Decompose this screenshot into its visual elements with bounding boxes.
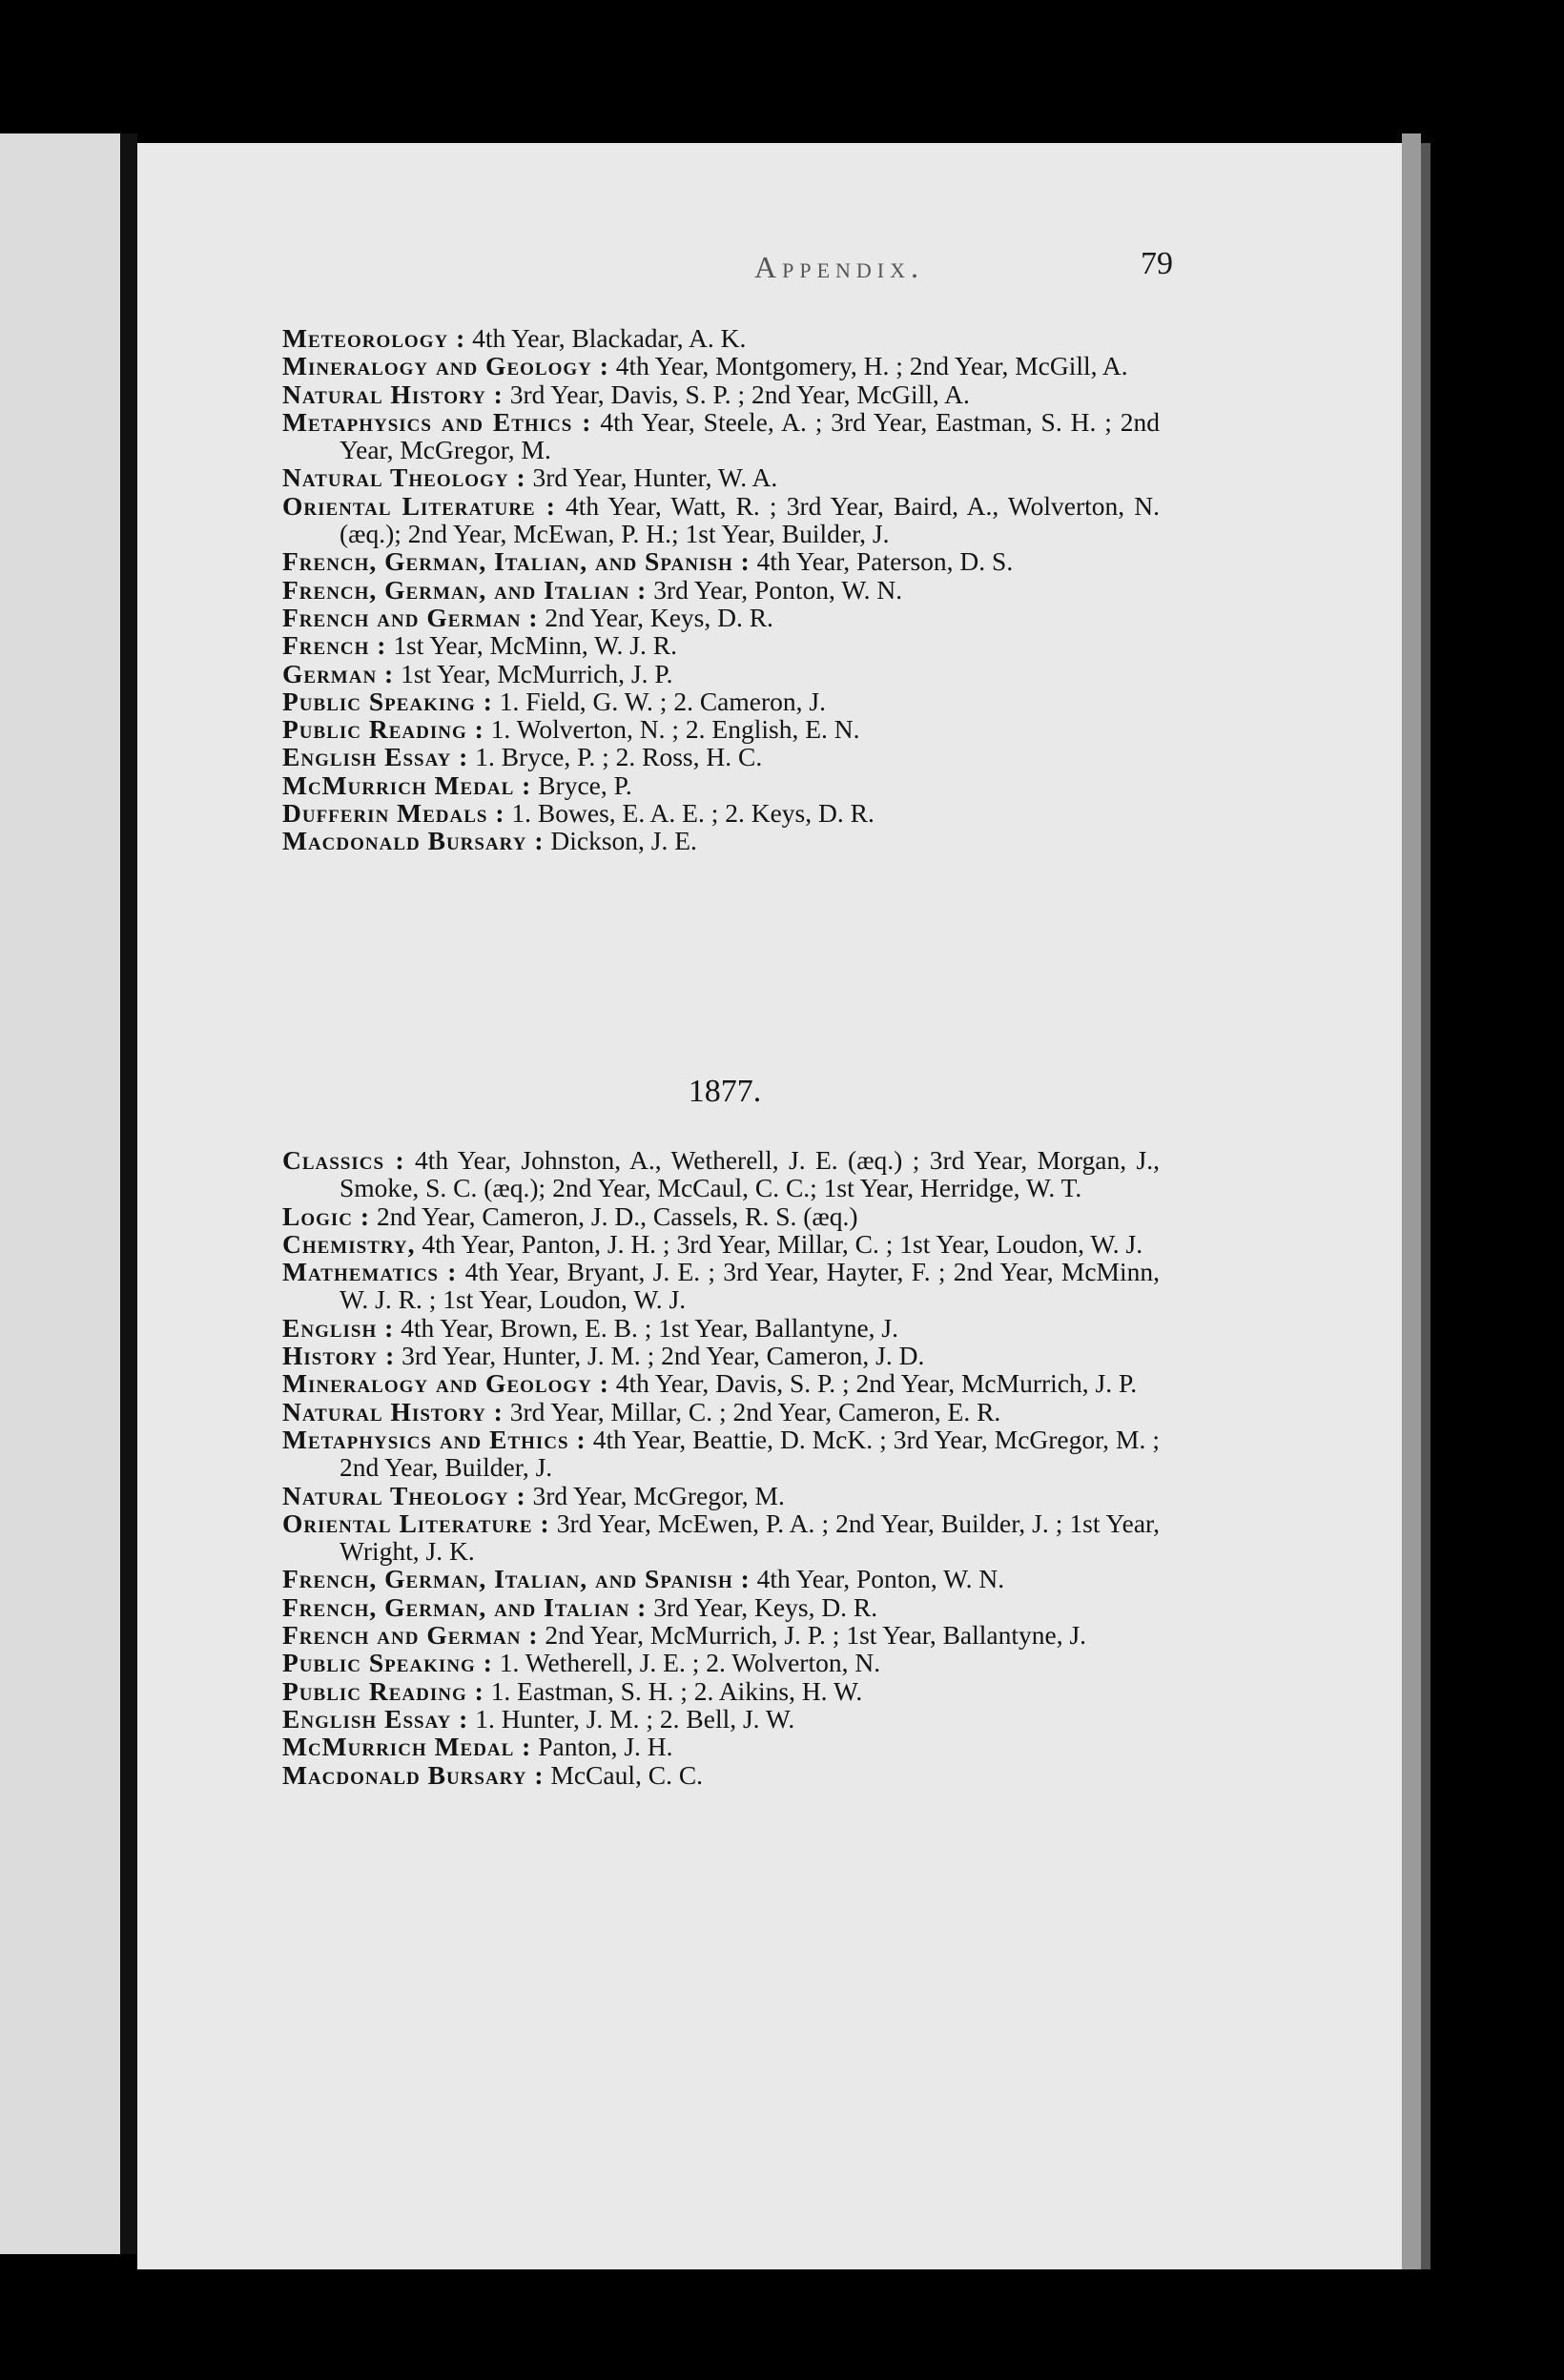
award-recipients: 2nd Year, Keys, D. R. <box>545 602 773 632</box>
award-entry <box>282 1621 1160 1649</box>
award-entry <box>282 1342 1160 1369</box>
award-entry <box>282 1761 1160 1789</box>
subject-name: Meteorology : <box>282 323 466 353</box>
award-recipients: 3rd Year, McEwen, P. A. ; 2nd Year, Builder, J. ; 1st Year, Wright, J. K. <box>340 1508 1160 1567</box>
award-recipients: 1. Bowes, E. A. E. ; 2. Keys, D. R. <box>511 798 875 829</box>
award-entry <box>282 1314 1160 1342</box>
subject-name: Oriental Literature : <box>282 1508 550 1538</box>
award-entry <box>282 1146 1160 1202</box>
subject-name: Dufferin Medals : <box>282 798 505 829</box>
award-recipients: 1. Hunter, J. M. ; 2. Bell, J. W. <box>475 1703 795 1734</box>
award-entry <box>282 547 1160 575</box>
subject-name: Natural History : <box>282 379 504 409</box>
subject-name: Mathematics : <box>282 1257 458 1287</box>
subject-name: McMurrich Medal : <box>282 769 532 800</box>
award-entry <box>282 743 1160 770</box>
award-recipients: Bryce, P. <box>538 769 632 800</box>
award-recipients: 4th Year, Brown, E. B. ; 1st Year, Ballantyne, J. <box>401 1312 898 1343</box>
subject-name: Natural History : <box>282 1396 504 1426</box>
award-recipients: 3rd Year, Millar, C. ; 2nd Year, Cameron, E. R. <box>509 1396 1001 1426</box>
awards-list-1877 <box>282 1146 1160 1789</box>
award-entry <box>282 1593 1160 1621</box>
award-recipients: 2nd Year, McMurrich, J. P. ; 1st Year, Ballantyne, J. <box>545 1620 1087 1651</box>
award-recipients: 4th Year, Beattie, D. McK. ; 3rd Year, McGregor, M. ; 2nd Year, Builder, J. <box>340 1424 1160 1483</box>
subject-name: French, German, and Italian : <box>282 574 648 605</box>
award-recipients: 1. Eastman, S. H. ; 2. Aikins, H. W. <box>490 1675 863 1706</box>
award-recipients: 1. Wolverton, N. ; 2. English, E. N. <box>490 714 860 745</box>
book-gutter <box>120 133 137 2254</box>
subject-name: Natural Theology : <box>282 462 526 493</box>
award-entry <box>282 352 1160 380</box>
award-recipients: 3rd Year, McGregor, M. <box>532 1480 785 1510</box>
award-entry <box>282 1398 1160 1426</box>
award-entry <box>282 1230 1160 1258</box>
award-recipients: Panton, J. H. <box>538 1732 673 1762</box>
award-recipients: 3rd Year, Davis, S. P. ; 2nd Year, McGill, A. <box>509 379 970 409</box>
subject-name: Mineralogy and Geology : <box>282 351 609 381</box>
award-recipients: 4th Year, Blackadar, A. K. <box>472 323 747 353</box>
award-recipients: 3rd Year, Keys, D. R. <box>653 1591 878 1622</box>
award-entry <box>282 324 1160 352</box>
subject-name: Public Reading : <box>282 1675 484 1706</box>
award-entry <box>282 604 1160 631</box>
subject-name: Macdonald Bursary : <box>282 826 545 856</box>
award-entry <box>282 1202 1160 1230</box>
award-entry <box>282 380 1160 408</box>
award-recipients: 2nd Year, Cameron, J. D., Cassels, R. S. (æq.) <box>376 1200 858 1231</box>
award-entry <box>282 576 1160 604</box>
award-recipients: 4th Year, Ponton, W. N. <box>756 1564 1005 1594</box>
subject-name: Classics : <box>282 1145 405 1175</box>
award-recipients: 1. Wetherell, J. E. ; 2. Wolverton, N. <box>499 1648 881 1678</box>
award-entry <box>282 1482 1160 1509</box>
award-recipients: 4th Year, Montgomery, H. ; 2nd Year, McGill, A. <box>615 351 1128 381</box>
award-entry <box>282 1509 1160 1566</box>
award-recipients: 4th Year, Paterson, D. S. <box>756 546 1014 577</box>
award-entry <box>282 715 1160 743</box>
award-recipients: 3rd Year, Hunter, J. M. ; 2nd Year, Cameron, J. D. <box>401 1341 925 1371</box>
page-edge-right <box>1402 133 1421 2269</box>
subject-name: McMurrich Medal : <box>282 1732 532 1762</box>
subject-name: Macdonald Bursary : <box>282 1759 545 1790</box>
subject-name: History : <box>282 1341 396 1371</box>
subject-name: English Essay : <box>282 742 469 772</box>
award-recipients: 3rd Year, Hunter, W. A. <box>532 462 778 493</box>
subject-name: Chemistry, <box>282 1228 416 1259</box>
subject-name: Oriental Literature : <box>282 490 556 521</box>
award-recipients: 4th Year, Watt, R. ; 3rd Year, Baird, A., Wolverton, N. (æq.); 2nd Year, McEwan, P. H.; 1st Year, Builder, J. <box>340 490 1160 549</box>
subject-name: Mineralogy and Geology : <box>282 1368 609 1399</box>
award-recipients: McCaul, C. C. <box>550 1759 704 1790</box>
awards-list-continued <box>282 324 1160 855</box>
award-entry <box>282 1649 1160 1676</box>
subject-name: Public Reading : <box>282 714 484 745</box>
subject-name: French, German, and Italian : <box>282 1591 648 1622</box>
subject-name: English Essay : <box>282 1703 469 1734</box>
subject-name: German : <box>282 658 395 688</box>
year-heading: 1877. <box>688 1074 762 1109</box>
subject-name: French and German : <box>282 602 539 632</box>
award-entry <box>282 687 1160 715</box>
award-recipients: 1. Field, G. W. ; 2. Cameron, J. <box>499 686 826 716</box>
award-recipients: 3rd Year, Ponton, W. N. <box>653 574 903 605</box>
award-recipients: 4th Year, Panton, J. H. ; 3rd Year, Millar, C. ; 1st Year, Loudon, W. J. <box>422 1228 1143 1259</box>
award-entry <box>282 1733 1160 1760</box>
award-recipients: 4th Year, Bryant, J. E. ; 3rd Year, Hayter, F. ; 2nd Year, McMinn, W. J. R. ; 1st Year, Loudon, W. J. <box>340 1257 1161 1315</box>
award-recipients: 1st Year, McMinn, W. J. R. <box>393 630 677 661</box>
award-entry <box>282 771 1160 799</box>
facing-page-edge <box>0 133 120 2254</box>
award-recipients: 4th Year, Davis, S. P. ; 2nd Year, McMurrich, J. P. <box>615 1368 1138 1399</box>
award-entry <box>282 408 1160 464</box>
subject-name: French, German, Italian, and Spanish : <box>282 1564 751 1594</box>
subject-name: Natural Theology : <box>282 1480 526 1510</box>
award-entry <box>282 1677 1160 1705</box>
award-recipients: 1st Year, McMurrich, J. P. <box>401 658 673 688</box>
subject-name: French and German : <box>282 1620 539 1651</box>
award-recipients: 4th Year, Johnston, A., Wetherell, J. E. (æq.) ; 3rd Year, Morgan, J., Smoke, S. C. (æq.); 2nd Year, McCaul, C. C.; 1st Year, Herridge, W. T. <box>340 1145 1160 1203</box>
subject-name: Metaphysics and Ethics : <box>282 406 592 437</box>
subject-name: English : <box>282 1312 395 1343</box>
page-number: 79 <box>1141 246 1173 281</box>
award-entry <box>282 1705 1160 1733</box>
subject-name: Public Speaking : <box>282 1648 493 1678</box>
award-recipients: 1. Bryce, P. ; 2. Ross, H. C. <box>475 742 763 772</box>
award-entry <box>282 827 1160 854</box>
subject-name: Public Speaking : <box>282 686 493 716</box>
award-entry <box>282 1369 1160 1397</box>
award-entry <box>282 799 1160 827</box>
subject-name: Metaphysics and Ethics : <box>282 1424 586 1454</box>
award-entry <box>282 463 1160 491</box>
award-recipients: 4th Year, Steele, A. ; 3rd Year, Eastman, S. H. ; 2nd Year, McGregor, M. <box>340 406 1160 465</box>
award-entry <box>282 1426 1160 1482</box>
award-entry <box>282 1565 1160 1592</box>
subject-name: Logic : <box>282 1200 371 1231</box>
award-entry <box>282 631 1160 659</box>
subject-name: French, German, Italian, and Spanish : <box>282 546 751 577</box>
award-recipients: Dickson, J. E. <box>550 826 697 856</box>
running-title: Appendix. <box>753 250 924 284</box>
award-entry <box>282 492 1160 548</box>
page-edge-shadow <box>1421 143 1430 2269</box>
award-entry <box>282 660 1160 687</box>
award-entry <box>282 1258 1160 1314</box>
subject-name: French : <box>282 630 387 661</box>
